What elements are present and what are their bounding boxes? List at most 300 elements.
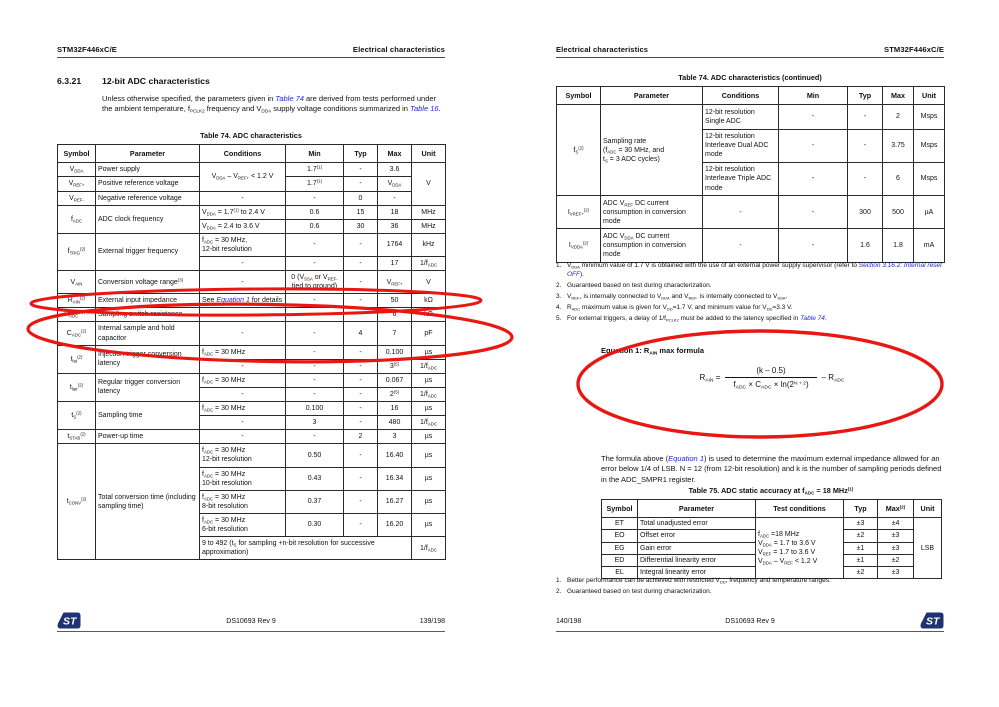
table-cell: - (848, 162, 883, 195)
header-device-name: STM32F446xC/E (57, 45, 117, 54)
table-cell: $t_{CONV}^{(2)}$ (58, 444, 96, 560)
table-cell: Internal sample and hold capacitor (96, 322, 200, 345)
column-header: Min (779, 87, 848, 105)
table-cell: Injection trigger conversion latency (96, 345, 200, 373)
table-cell: µs (412, 430, 446, 444)
footnote-text: Guaranteed based on test during characterization. (567, 588, 712, 596)
table-cell: $V_{DDA} = 1.7^{(1)}$ to 2.4 V (200, 205, 286, 219)
footnote (556, 304, 944, 313)
table-cell: ADC clock frequency (96, 205, 200, 233)
table-cell: $V_{REF+}$ (378, 271, 412, 294)
table-cell: 300 (848, 196, 883, 229)
table-cell: 6 (378, 308, 412, 322)
page-footer (556, 611, 944, 632)
column-header: Typ (844, 500, 878, 518)
table-cell: - (344, 402, 378, 416)
cross-reference-link[interactable]: Table 74 (800, 315, 825, 323)
cross-reference-link[interactable]: Equation 1 (216, 297, 250, 305)
table-cell: $V_{DDA} = 2.4$ to 3.6 V (200, 219, 286, 233)
column-header: Symbol (58, 145, 96, 163)
footnote-number: 5. (556, 315, 562, 323)
table-cell: 12-bit resolution Single ADC (703, 105, 779, 129)
intro-paragraph: Unless otherwise specified, the parameters given in Table 74 are derived from tests performed under the ambient temperature, $f_{PCLK2}$ frequency and $V_{DDA}$ supply voltage conditions summarized in Table 16. (102, 94, 441, 114)
table-cell: $f_{ADC} = 30$ MHz 10-bit resolution (200, 467, 286, 490)
cross-reference-link[interactable]: Table 16 (410, 104, 439, 114)
table-cell: µs (412, 345, 446, 359)
section-heading (57, 76, 210, 86)
table-cell: $f_{ADC} = 30$ MHz 6-bit resolution (200, 513, 286, 536)
table-cell: 9 to 492 ($t_S$ for sampling +n-bit resolution for successive approximation) (200, 537, 412, 560)
table-cell: 0.6 (286, 205, 344, 219)
table-cell: 1764 (378, 233, 412, 256)
table-cell: - (200, 257, 286, 271)
table-cell: ED (602, 554, 638, 566)
st-logo-icon (57, 612, 81, 629)
footnote (556, 262, 944, 279)
footnote-number: 2. (556, 588, 562, 596)
equation-lhs: $R_{AIN}$ = (699, 373, 721, 384)
table-cell: $f_{TRIG}^{(2)}$ (58, 233, 96, 270)
table-cell: Positive reference voltage (96, 177, 200, 191)
table-cell: pF (412, 322, 446, 345)
table-row (58, 271, 446, 294)
table-cell: Total unadjusted error (638, 518, 756, 530)
table-cell: $1/f_{ADC}$ (412, 359, 446, 373)
table-row (58, 163, 446, 177)
table-cell: - (286, 322, 344, 345)
column-header: Typ (848, 87, 883, 105)
table-cell: - (344, 416, 378, 430)
table-cell: $V_{REF-}$ (58, 191, 96, 205)
table-cell: - (200, 191, 286, 205)
footnote-number: 3. (556, 292, 562, 300)
doc-reference: DS10693 Rev 9 (226, 617, 276, 625)
table-cell: $f_{ADC} = 30$ MHz (200, 373, 286, 387)
column-header: Unit (914, 500, 942, 518)
table-cell: 480 (378, 416, 412, 430)
table-cell: 2 (344, 430, 378, 444)
table-cell: Differential linearity error (638, 554, 756, 566)
column-header: Symbol (557, 87, 601, 105)
svg-text:ST: ST (926, 615, 940, 627)
table-cell: 30 (344, 219, 378, 233)
table-cell: - (286, 191, 344, 205)
table-cell: µs (412, 467, 446, 490)
table-cell: 12-bit resolution Interleave Dual ADC mode (703, 129, 779, 162)
page-140 (556, 0, 944, 707)
st-logo-icon (920, 612, 944, 629)
table-cell: $R_{ADC}^{(2)(4)}$ (58, 308, 96, 322)
table-cell: $t_{STAB}^{(2)}$ (58, 430, 96, 444)
header-chapter-name: Electrical characteristics (556, 45, 649, 54)
table-header-row (58, 145, 446, 163)
table-cell: ±3 (878, 566, 914, 578)
page-139 (57, 0, 445, 707)
table-cell: $I_{VREF+}^{(2)}$ (557, 196, 601, 229)
table-cell: EL (602, 566, 638, 578)
table-cell: Msps (914, 129, 945, 162)
column-header: Conditions (703, 87, 779, 105)
table-cell: $f_{ADC} = 30$ MHz (200, 402, 286, 416)
table-74-continued-block (556, 73, 944, 263)
table-row (58, 308, 446, 322)
table-cell: $C_{ADC}^{(2)}$ (58, 322, 96, 345)
table-cell: ±2 (844, 566, 878, 578)
table-cell: - (286, 308, 344, 322)
table-cell: 0.6 (286, 219, 344, 233)
table-cell: $t_{lat}^{(2)}$ (58, 345, 96, 373)
table-cell: 0.50 (286, 444, 344, 467)
table-74-block (57, 131, 445, 560)
table-cell: Conversion voltage range$^{(3)}$ (96, 271, 200, 294)
st-logo (57, 612, 81, 631)
table-cell: µs (412, 490, 446, 513)
table-cell: - (344, 513, 378, 536)
footnote-text: Guaranteed based on test during characterization. (567, 281, 712, 289)
equation-denominator: $f_{ADC} \times C_{ADC} \times \ln(2^{N + 2})$ (725, 377, 816, 389)
column-header: Symbol (602, 500, 638, 518)
table-cell: 12-bit resolution Interleave Triple ADC mode (703, 162, 779, 195)
table-cell: 1.6 (848, 229, 883, 262)
footnote-number: 1. (556, 262, 562, 269)
table-cell: - (344, 308, 378, 322)
table-cell: 0.37 (286, 490, 344, 513)
table-cell: Gain error (638, 542, 756, 554)
table-cell: - (286, 387, 344, 401)
table-cell: kΩ (412, 308, 446, 322)
table-cell: - (344, 359, 378, 373)
column-header: Parameter (638, 500, 756, 518)
table-cell: - (344, 373, 378, 387)
table-cell: - (344, 490, 378, 513)
footnote-text: $R_{ADC}$ maximum value is given for $V_{DD}=1.7$ V, and minimum value for $V_{DD}=3.3$ V. (567, 304, 793, 312)
page-number: 140/198 (556, 617, 582, 625)
table-cell: - (286, 233, 344, 256)
table-cell: EO (602, 530, 638, 542)
table-cell: ±2 (844, 530, 878, 542)
table-row (557, 229, 945, 262)
table-cell: - (779, 162, 848, 195)
cross-reference-link[interactable]: Section 3.16.2: Internal reset OFF (567, 262, 942, 278)
table-cell: Sampling time (96, 402, 200, 430)
equation-heading: Equation 1: $R_{AIN}$ max formula (601, 346, 705, 356)
table-cell: 16 (378, 402, 412, 416)
table-cell: - (848, 129, 883, 162)
table-cell: $f_{ADC} = 30$ MHz, 12-bit resolution (200, 233, 286, 256)
table-cell: - (200, 416, 286, 430)
table-cell: $V_{DDA}$ (378, 177, 412, 191)
table-75-title: Table 75. ADC static accuracy at $f_{ADC} = 18$ MHz$^{(1)}$ (688, 486, 854, 496)
table-cell: 2$^{(5)}$ (378, 387, 412, 401)
table-cell: Power supply (96, 163, 200, 177)
table-cell: Sampling switch resistance (96, 308, 200, 322)
table-cell: kΩ (412, 294, 446, 308)
table-cell: 0.067 (378, 373, 412, 387)
table-cell: µs (412, 444, 446, 467)
column-header: Parameter (96, 145, 200, 163)
table-cell: - (286, 294, 344, 308)
table-cell: LSB (914, 518, 942, 578)
table-cell: 16.20 (378, 513, 412, 536)
table-cell: - (344, 467, 378, 490)
table-74-footnotes (556, 262, 944, 326)
footnote (556, 577, 944, 586)
section-number: 6.3.21 (57, 76, 82, 86)
table-cell: 50 (378, 294, 412, 308)
table-cell: µA (914, 196, 945, 229)
table-cell: Msps (914, 105, 945, 129)
table-cell: - (286, 430, 344, 444)
body-paragraph: The formula above (Equation 1) is used to determine the maximum external impedance allowed for an error below 1/4 of LSB. N = 12 (from 12-bit resolution) and k is the number of sampling periods defined in the ADC_SMPR1 register. (601, 454, 942, 484)
table-row (58, 345, 446, 359)
table-cell: - (779, 229, 848, 262)
equation-fraction (725, 366, 816, 389)
table-cell: $f_S^{(2)}$ (557, 105, 601, 196)
section-title: 12-bit ADC characteristics (102, 76, 210, 86)
table-cell: kHz (412, 233, 446, 256)
table-cell: $1/f_{ADC}$ (412, 387, 446, 401)
table-74-continued-title: Table 74. ADC characteristics (continued) (678, 73, 822, 82)
table-row (557, 196, 945, 229)
table-cell: $V_{DDA}$ (58, 163, 96, 177)
table-cell: 3$^{(5)}$ (378, 359, 412, 373)
table-cell: 0.30 (286, 513, 344, 536)
table-row (58, 373, 446, 387)
st-logo (920, 612, 944, 631)
column-header: Max$^{(2)}$ (878, 500, 914, 518)
table-cell: $t_{latr}^{(2)}$ (58, 373, 96, 401)
table-cell: Total conversion time (including sampling time) (96, 444, 200, 560)
table-75-footnotes (556, 577, 944, 599)
table-cell: $V_{AIN}$ (58, 271, 96, 294)
svg-text:ST: ST (63, 615, 77, 627)
table-74-adc-characteristics-continued (556, 86, 945, 263)
table-cell: 1.7$^{(1)}$ (286, 163, 344, 177)
table-cell: 0 ($V_{SSA}$ or $V_{REF-}$ tied to ground) (286, 271, 344, 294)
table-cell: - (344, 345, 378, 359)
table-row (58, 233, 446, 256)
table-cell: µs (412, 373, 446, 387)
table-cell: ADC $V_{REF}$ DC current consumption in conversion mode (601, 196, 703, 229)
column-header: Unit (914, 87, 945, 105)
table-row (58, 191, 446, 205)
table-cell: - (286, 345, 344, 359)
column-header: Conditions (200, 145, 286, 163)
table-cell: 15 (344, 205, 378, 219)
table-cell: $t_S^{(2)}$ (58, 402, 96, 430)
table-header-row (557, 87, 945, 105)
table-cell: - (779, 196, 848, 229)
table-cell: ±3 (878, 542, 914, 554)
footnote (556, 588, 944, 597)
table-cell: $f_{ADC} = 30$ MHz 12-bit resolution (200, 444, 286, 467)
table-cell: 36 (378, 219, 412, 233)
header-chapter-name: Electrical characteristics (352, 45, 445, 54)
table-cell: 0.100 (286, 402, 344, 416)
table-cell: $1/f_{ADC}$ (412, 257, 446, 271)
doc-reference: DS10693 Rev 9 (725, 617, 775, 625)
header-device-name: STM32F446xC/E (884, 45, 944, 54)
table-cell: 2 (883, 105, 914, 129)
table-cell: 500 (883, 196, 914, 229)
table-cell: - (344, 387, 378, 401)
table-cell: 1.7$^{(1)}$ (286, 177, 344, 191)
table-cell: 3 (378, 430, 412, 444)
table-cell: - (779, 105, 848, 129)
footnote (556, 293, 944, 302)
table-74-adc-characteristics (57, 144, 446, 560)
equation-formula (601, 366, 943, 389)
table-cell: Power-up time (96, 430, 200, 444)
table-cell: - (200, 359, 286, 373)
table-cell: - (286, 257, 344, 271)
table-cell: ±4 (878, 518, 914, 530)
table-cell: - (200, 322, 286, 345)
table-cell: - (344, 444, 378, 467)
table-74-title: Table 74. ADC characteristics (200, 131, 302, 140)
table-cell: - (344, 257, 378, 271)
table-row (58, 430, 446, 444)
table-cell: 3 (286, 416, 344, 430)
table-cell: - (344, 177, 378, 191)
table-row (557, 105, 945, 129)
table-cell: V (412, 163, 446, 205)
table-cell: 18 (378, 205, 412, 219)
table-cell: MHz (412, 219, 446, 233)
table-cell: ±2 (878, 554, 914, 566)
table-row (58, 444, 446, 467)
table-cell: ±3 (844, 518, 878, 530)
column-header: Unit (412, 145, 446, 163)
table-cell: $f_{ADC} =18$ MHz $V_{DDA} = 1.7$ to 3.6 V $V_{REF} = 1.7$ to 3.6 V $V_{DDA} - V_{REF} < 1.2$ V (756, 518, 844, 578)
table-cell: - (200, 271, 286, 294)
table-cell: $f_{ADC} = 30$ MHz (200, 345, 286, 359)
footnote-text: $V_{REF+}$ is internally connected to $V_{DDA}$ and $V_{REF-}$ is internally connected to $V_{SSA}$. (567, 292, 788, 301)
column-header: Test conditions (756, 500, 844, 518)
table-75-adc-static-accuracy (601, 499, 942, 579)
table-cell: µs (412, 402, 446, 416)
equation-rhs: – $R_{ADC}$ (821, 373, 845, 384)
table-row (58, 205, 446, 219)
column-header: Parameter (601, 87, 703, 105)
footnote-text: Better performance can be achieved with restricted $V_{DD}$, frequency and temperature ranges. (567, 577, 831, 585)
table-cell: MHz (412, 205, 446, 219)
table-cell: - (378, 191, 412, 205)
table-cell: - (200, 387, 286, 401)
table-cell: $f_{ADC} = 30$ MHz 8-bit resolution (200, 490, 286, 513)
footnote-text: $V_{DDA}$ minimum value of 1.7 V is obtained with the use of an external power supply supervisor (refer to Section 3.16.2: Internal reset OFF). (567, 262, 942, 278)
table-cell: 16.27 (378, 490, 412, 513)
table-cell: - (344, 294, 378, 308)
table-cell: ±1 (844, 554, 878, 566)
table-cell: Sampling rate ($f_{ADC} = 30$ MHz, and $t_S = 3$ ADC cycles) (601, 105, 703, 196)
footnote-number: 2. (556, 281, 562, 289)
table-cell: 3.75 (883, 129, 914, 162)
footnote-number: 1. (556, 577, 562, 584)
table-cell: 17 (378, 257, 412, 271)
table-cell: - (286, 373, 344, 387)
table-cell: 0.100 (378, 345, 412, 359)
table-cell: V (412, 271, 446, 294)
table-cell: µs (412, 513, 446, 536)
table-cell: ±1 (844, 542, 878, 554)
footnote (556, 282, 944, 291)
table-cell: $R_{AIN}^{(2)}$ (58, 294, 96, 308)
table-cell: - (703, 229, 779, 262)
table-cell: mA (914, 229, 945, 262)
table-cell: 16.34 (378, 467, 412, 490)
equation-numerator: (k – 0.5) (756, 366, 786, 375)
table-cell: 0 (344, 191, 378, 205)
table-cell: Negative reference voltage (96, 191, 200, 205)
table-header-row (602, 500, 942, 518)
page-header (556, 45, 944, 58)
table-cell: $1/f_{ADC}$ (412, 537, 446, 560)
table-cell: $V_{REF+}$ (58, 177, 96, 191)
table-cell: ±3 (878, 530, 914, 542)
table-cell: $f_{ADC}$ (58, 205, 96, 233)
table-row (58, 402, 446, 416)
table-cell: Regular trigger conversion latency (96, 373, 200, 401)
table-cell: See Equation 1 for details (200, 294, 286, 308)
table-row (58, 294, 446, 308)
table-cell: 0.43 (286, 467, 344, 490)
table-cell: - (344, 233, 378, 256)
cross-reference-link[interactable]: Equation 1 (668, 454, 704, 463)
column-header: Typ (344, 145, 378, 163)
table-cell: EG (602, 542, 638, 554)
footnote-number: 4. (556, 304, 562, 312)
table-cell: - (200, 430, 286, 444)
page-number: 139/198 (419, 617, 445, 625)
table-cell: - (286, 359, 344, 373)
page-footer (57, 611, 445, 632)
table-cell: $V_{DDA} - V_{REF+} < 1.2$ V (200, 163, 286, 191)
table-cell: - (848, 105, 883, 129)
table-cell: External trigger frequency (96, 233, 200, 270)
table-row (58, 322, 446, 345)
column-header: Max (883, 87, 914, 105)
table-cell: 3.6 (378, 163, 412, 177)
footnote-text: For external triggers, a delay of $1/f_{PCLK2}$ must be added to the latency specified in Table 74. (567, 315, 827, 323)
table-75-block (601, 486, 941, 579)
cross-reference-link[interactable]: Table 74 (275, 94, 304, 103)
column-header: Min (286, 145, 344, 163)
table-row (602, 518, 942, 530)
table-cell: - (344, 163, 378, 177)
column-header: Max (378, 145, 412, 163)
table-cell: 6 (883, 162, 914, 195)
table-cell: 7 (378, 322, 412, 345)
table-cell: 16.40 (378, 444, 412, 467)
footnote (556, 315, 944, 324)
table-cell: - (703, 196, 779, 229)
table-cell: 4 (344, 322, 378, 345)
table-cell: Msps (914, 162, 945, 195)
table-cell: $1/f_{ADC}$ (412, 416, 446, 430)
table-cell: - (200, 308, 286, 322)
table-cell: - (779, 129, 848, 162)
table-cell: External input impedance (96, 294, 200, 308)
table-cell: Offset error (638, 530, 756, 542)
table-cell: ADC $V_{DDA}$ DC current consumption in conversion mode (601, 229, 703, 262)
table-cell: $I_{VDDA}^{(2)}$ (557, 229, 601, 262)
table-cell: - (344, 271, 378, 294)
table-cell: ET (602, 518, 638, 530)
table-cell: 1.8 (883, 229, 914, 262)
page-header (57, 45, 445, 58)
table-cell: Integral linearity error (638, 566, 756, 578)
